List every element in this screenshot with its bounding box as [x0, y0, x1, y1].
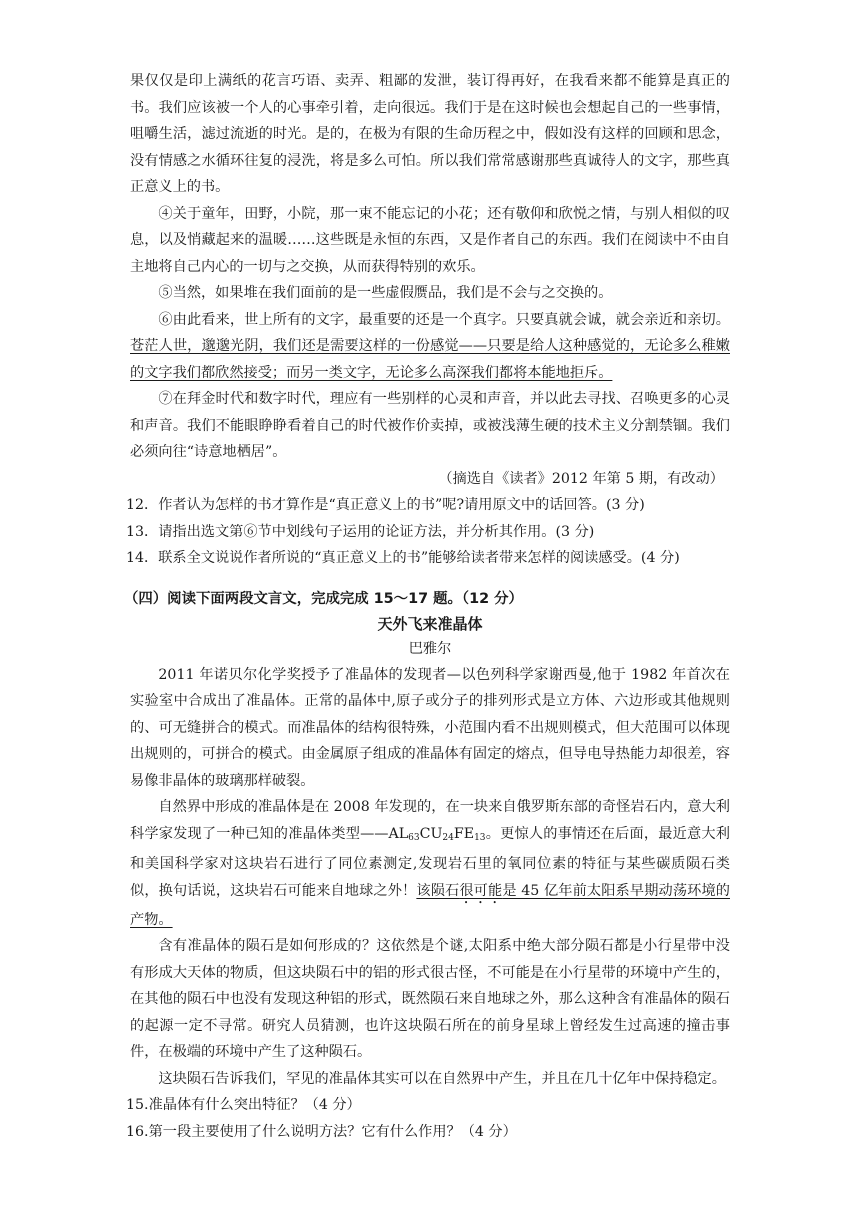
question-12: 12．作者认为怎样的书才算作是“真正意义上的书”呢?请用原文中的话回答。(3 分) [126, 497, 645, 513]
question-15: 15.准晶体有什么突出特征？（4 分） [126, 1097, 361, 1113]
dotted-words: 很可能 [459, 882, 503, 899]
question-16: 16.第一段主要使用了什么说明方法？它有什么作用？（4 分） [126, 1123, 517, 1140]
essay-paragraph-3-continued: 果仅仅是印上满纸的花言巧语、卖弄、粗鄙的发泄，装订得再好，在我看来都不能算是真正的书。我们应该被一个人的心事牵引着，走向很远。我们于是在这时候也会想起自己的一些事情，咀嚼生活，滤过流逝的时光。是的，在极为有限的生命历程之中，假如没有这样的回顾和思念，没有情感之水循环往复的浸洗，将是多么可怕。所以我们常常感谢那些真诚待人的文字，那些真正意义上的书。 [130, 73, 730, 195]
essay-paragraph-6 [130, 307, 730, 387]
ul-text-b: 是 45 亿年前太阳系早期动荡环境的产物。 [130, 882, 730, 928]
document-page [124, 68, 730, 1145]
source-citation: （摘选自《读者》2012 年第 5 期，有改动） [438, 470, 724, 487]
underlined-sentence: 苍茫人世，邈邈光阴，我们还是需要这样的一份感觉——只要是给人这种感觉的，无论多么稚嫩的文字我们都欣然接受；而另一类文字，无论多么高深我们都将本能地拒斥。 [130, 338, 730, 381]
p2-text-b: CU [419, 825, 443, 842]
subscript-cu: 24 [442, 832, 454, 843]
essay-paragraph-7: ⑦在拜金时代和数字时代，理应有一些别样的心灵和声音，并以此去寻找、召唤更多的心灵和声音。我们不能眼睁睁看着自己的时代被作价卖掉，或被浅薄生硬的技术主义分割禁锢。我们必须向往“诗意地栖居”。 [130, 391, 730, 460]
section-heading: （四）阅读下面两段文言文，完成完成 15～17 题。（12 分） [124, 590, 523, 607]
article-paragraph-4: 这块陨石告诉我们，罕见的准晶体其实可以在自然界中产生，并且在几十亿年中保持稳定。 [158, 1070, 726, 1087]
ul-text-a: 该陨石 [416, 882, 460, 899]
subscript-al: 63 [408, 832, 420, 843]
article-paragraph-2 [130, 794, 730, 933]
question-14: 14．联系全文说说作者所说的“真正意义上的书”能够给读者带来怎样的阅读感受。(4 分) [126, 550, 680, 566]
essay-paragraph-4: ④关于童年，田野，小院，那一束不能忘记的小花；还有敬仰和欣悦之情，与别人相似的叹息，以及悄藏起来的温暖……这些既是永恒的东西，又是作者自己的东西。我们在阅读中不由自主地将自己内心的一切与之交换，从而获得特别的欢乐。 [130, 205, 730, 275]
article-paragraph-1: 2011 年诺贝尔化学奖授予了准晶体的发现者—以色列科学家谢西曼,他于 1982 年首次在实验室中合成出了准晶体。正常的晶体中,原子或分子的排列形式是立方体、六边形或其他规则的、可无缝拼合的模式。而准晶体的结构很特殊，小范围内看不出规则模式，但大范围可以体现出规则的，可拼合的模式。由金属原子组成的准晶体有固定的熔点，但导电导热能力却很差，容易像非晶体的玻璃那样破裂。 [130, 666, 730, 789]
p2-text-d: 。更惊人的事情还在后面，最近意大利和美国科学家对这块岩石进行了同位素测定,发现岩石里的氧同位素的特征与某些碳质陨石类似，换句话说，这块岩石可能来自地球之外！ [130, 825, 730, 899]
article-paragraph-3: 含有准晶体的陨石是如何形成的？这依然是个谜,太阳系中绝大部分陨石都是小行星带中没有形成大天体的物质，但这块陨石中的铝的形式很古怪，不可能是在小行星带的环境中产生的，在其他的陨石中也没有发现这种铝的形式，既然陨石来自地球之外，那么这种含有准晶体的陨石的起源一定不寻常。研究人员猜测，也许这块陨石所在的前身星球上曾经发生过高速的撞击事件，在极端的环境中产生了这种陨石。 [130, 938, 730, 1060]
subscript-fe: 13 [474, 832, 486, 843]
p2-text-c: FE [453, 825, 475, 842]
question-13: 13．请指出选文第⑥节中划线句子运用的论证方法，并分析其作用。(3 分) [126, 523, 595, 540]
article-title: 天外飞来准晶体 [377, 614, 483, 633]
article-author: 巴雅尔 [408, 640, 452, 657]
paragraph-6-lead: ⑥由此看来，世上所有的文字，最重要的还是一个真字。只要真就会诚，就会亲近和亲切。 [158, 311, 730, 328]
essay-paragraph-5: ⑤当然，如果堆在我们面前的是一些虚假赝品，我们是不会与之交换的。 [158, 285, 613, 301]
p2-text-a: 自然界中形成的准晶体是在 2008 年发现的，在一块来自俄罗斯东部的奇怪岩石内，意大利科学家发现了一种已知的准晶体类型——AL [130, 799, 730, 842]
